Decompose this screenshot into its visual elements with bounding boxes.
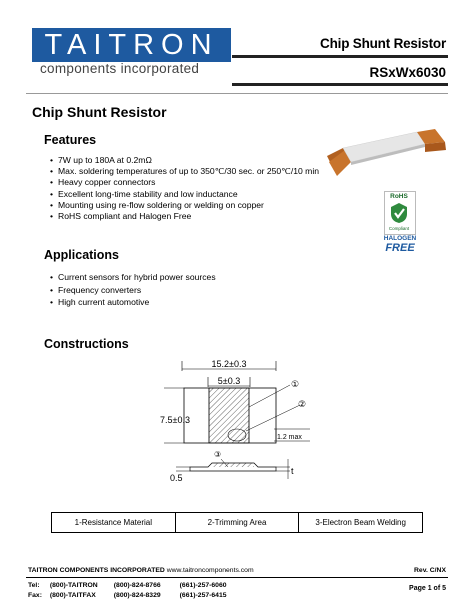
list-item: • Frequency converters xyxy=(50,284,216,297)
list-item: • RoHS compliant and Halogen Free xyxy=(50,211,319,222)
page-title: Chip Shunt Resistor xyxy=(32,104,167,120)
tel-number-3: (661)-257-6060 xyxy=(179,582,227,589)
company-logo: TAITRON xyxy=(32,28,231,62)
callout-1: ① xyxy=(291,380,300,390)
tel-number-1: (800)-TAITRON xyxy=(49,582,98,589)
rohs-check-icon xyxy=(389,202,409,224)
list-item: • Heavy copper connectors xyxy=(50,177,319,188)
length-dimension: 15.2±0.3 xyxy=(211,359,247,369)
list-item: • Max. soldering temperatures of up to 350℃/30 sec. or 250℃/10 min xyxy=(50,166,319,177)
applications-list xyxy=(50,271,216,309)
height-dimension: 7.5±0.3 xyxy=(160,415,190,425)
features-heading: Features xyxy=(44,133,97,147)
halogen-free-label: FREE xyxy=(385,242,415,254)
footer-rule xyxy=(26,577,448,578)
thickness-dimension: 0.5 xyxy=(170,473,183,483)
resistor-product-image xyxy=(325,128,450,188)
company-name: TAITRON COMPONENTS INCORPORATED xyxy=(28,567,165,574)
fax-label: Fax: xyxy=(28,592,42,599)
halogen-label: HALOGEN xyxy=(383,235,417,242)
t-dimension: t xyxy=(291,466,294,476)
list-item: • Mounting using re-flow soldering or welding on copper xyxy=(50,200,319,211)
legend-electron-beam-welding: 3-Electron Beam Welding xyxy=(299,513,423,533)
features-list xyxy=(50,155,319,222)
legend-resistance-material: 1-Resistance Material xyxy=(52,513,176,533)
inner-dimension: 5±0.3 xyxy=(217,376,241,386)
revision: Rev. C/NX xyxy=(414,567,446,574)
footer-company xyxy=(28,567,254,574)
part-number: RSxWx6030 xyxy=(369,65,446,80)
page-number: Page 1 of 5 xyxy=(409,585,446,592)
fax-number-2: (800)-824-8329 xyxy=(113,592,161,599)
legend-trimming-area: 2-Trimming Area xyxy=(175,513,299,533)
callout-3: ③ xyxy=(214,450,222,459)
logo-subtitle: components incorporated xyxy=(40,61,200,76)
trimming-area xyxy=(228,429,246,441)
constructions-heading: Constructions xyxy=(44,337,129,351)
list-item: • Excellent long-time stability and low inductance xyxy=(50,189,319,200)
list-item: • Current sensors for hybrid power sources xyxy=(50,271,216,284)
fax-number-1: (800)-TAITFAX xyxy=(49,592,96,599)
construction-drawing xyxy=(150,355,330,490)
header-rule xyxy=(26,93,448,94)
rohs-label: RoHS xyxy=(390,193,408,200)
max-dimension: 1.2 max xyxy=(277,434,302,441)
header-divider-top xyxy=(232,55,448,58)
construction-legend-table xyxy=(51,512,423,533)
tel-number-2: (800)-824-8766 xyxy=(113,582,161,589)
fax-number-3: (661)-257-6415 xyxy=(179,592,227,599)
list-item: • High current automotive xyxy=(50,296,216,309)
tel-label: Tel: xyxy=(28,582,40,589)
callout-2: ② xyxy=(298,400,307,410)
applications-heading: Applications xyxy=(44,248,120,262)
footer-tel xyxy=(28,582,227,589)
header-divider-bottom xyxy=(232,83,448,86)
document-title: Chip Shunt Resistor xyxy=(320,36,446,51)
company-url[interactable]: www.taitroncomponents.com xyxy=(166,567,254,574)
list-item: • 7W up to 180A at 0.2mΩ xyxy=(50,155,319,166)
rohs-compliant-label: Compliant xyxy=(388,226,410,231)
footer-fax xyxy=(28,592,227,599)
